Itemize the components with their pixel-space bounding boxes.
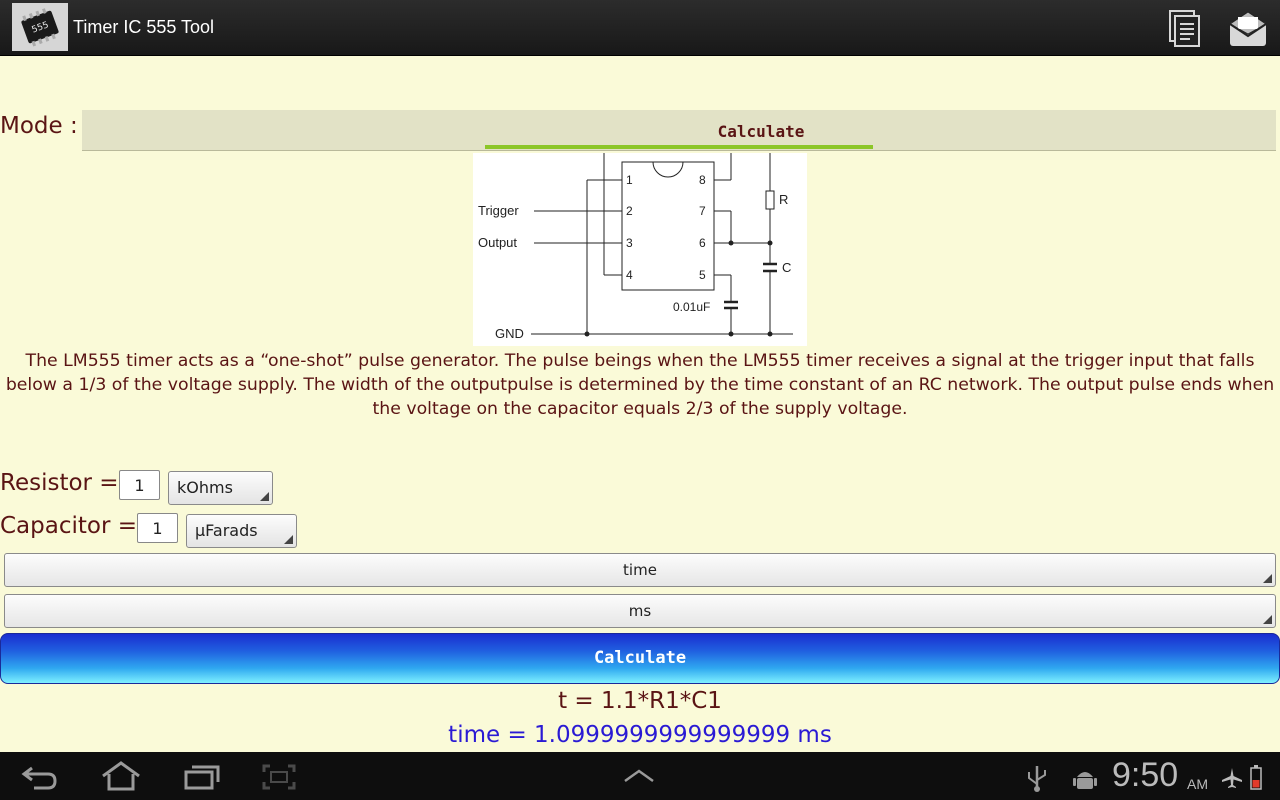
output-unit-select-value: ms [628, 602, 652, 620]
tab-selected-indicator [485, 145, 873, 149]
action-bar [0, 0, 1280, 56]
logo-text: 555 [30, 20, 51, 36]
gnd-label: GND [495, 326, 524, 341]
cap-value-label: 0.01uF [673, 300, 711, 314]
screenshot-icon[interactable] [262, 764, 296, 790]
copy-icon[interactable] [1167, 8, 1203, 48]
usb-icon [1025, 764, 1049, 792]
dropdown-icon [284, 535, 293, 544]
capacitor-unit-select[interactable] [186, 514, 297, 548]
trigger-label: Trigger [478, 203, 519, 218]
tab-calculate[interactable]: Calculate [717, 122, 805, 141]
pin-3: 3 [626, 236, 633, 250]
resistor-unit-value: kOhms [177, 478, 233, 497]
pin-7: 7 [699, 204, 706, 218]
capacitor-label: C [782, 260, 792, 275]
dropdown-icon [1263, 574, 1272, 583]
resistor-label: Resistor = [0, 470, 119, 496]
capacitor-unit-value: μFarads [195, 521, 258, 540]
android-icon [1072, 766, 1098, 792]
app-title: Timer IC 555 Tool [73, 17, 215, 37]
resistor-value-input[interactable]: 1 [119, 470, 160, 500]
quantity-select[interactable] [4, 553, 1276, 587]
airplane-icon [1220, 766, 1244, 790]
system-nav-bar [0, 752, 1280, 800]
pin-1: 1 [626, 173, 633, 187]
output-unit-select[interactable] [4, 594, 1276, 628]
battery-icon [1250, 764, 1262, 790]
recent-apps-icon[interactable] [182, 762, 222, 792]
resistor-unit-select[interactable] [168, 471, 273, 505]
pin-2: 2 [626, 204, 633, 218]
pin-6: 6 [699, 236, 706, 250]
dropdown-icon [1263, 615, 1272, 624]
description-text: The LM555 timer acts as a “one-shot” pulse generator. The pulse beings when the LM555 timer receives a signal at the trigger input that falls below a 1/3 of the voltage supply. The width of the outputpulse is determined by the time constant of an RC network. The output pulse ends when the voltage on the capacitor equals 2/3 of the supply voltage. [5, 351, 1275, 419]
capacitor-label: Capacitor = [0, 513, 138, 539]
up-arrow-icon[interactable] [622, 768, 656, 784]
result-text: time = 1.0999999999999999 ms [448, 722, 832, 748]
app-logo-icon[interactable] [12, 3, 68, 51]
formula-text: t = 1.1*R1*C1 [558, 688, 722, 714]
timer-schematic [473, 153, 807, 346]
home-icon[interactable] [99, 760, 143, 792]
back-icon[interactable] [20, 762, 60, 792]
email-icon[interactable] [1228, 8, 1268, 48]
resistor-label: R [779, 192, 789, 207]
output-label: Output [478, 235, 518, 250]
calculate-button[interactable]: Calculate [0, 633, 1280, 684]
pin-4: 4 [626, 268, 633, 282]
mode-label: Mode : [0, 113, 78, 139]
pin-5: 5 [699, 268, 706, 282]
capacitor-value-input[interactable]: 1 [137, 513, 178, 543]
quantity-select-value: time [623, 561, 657, 579]
dropdown-icon [260, 492, 269, 501]
status-ampm: AM [1187, 776, 1208, 792]
status-clock: 9:50 [1112, 756, 1179, 794]
pin-8: 8 [699, 173, 706, 187]
